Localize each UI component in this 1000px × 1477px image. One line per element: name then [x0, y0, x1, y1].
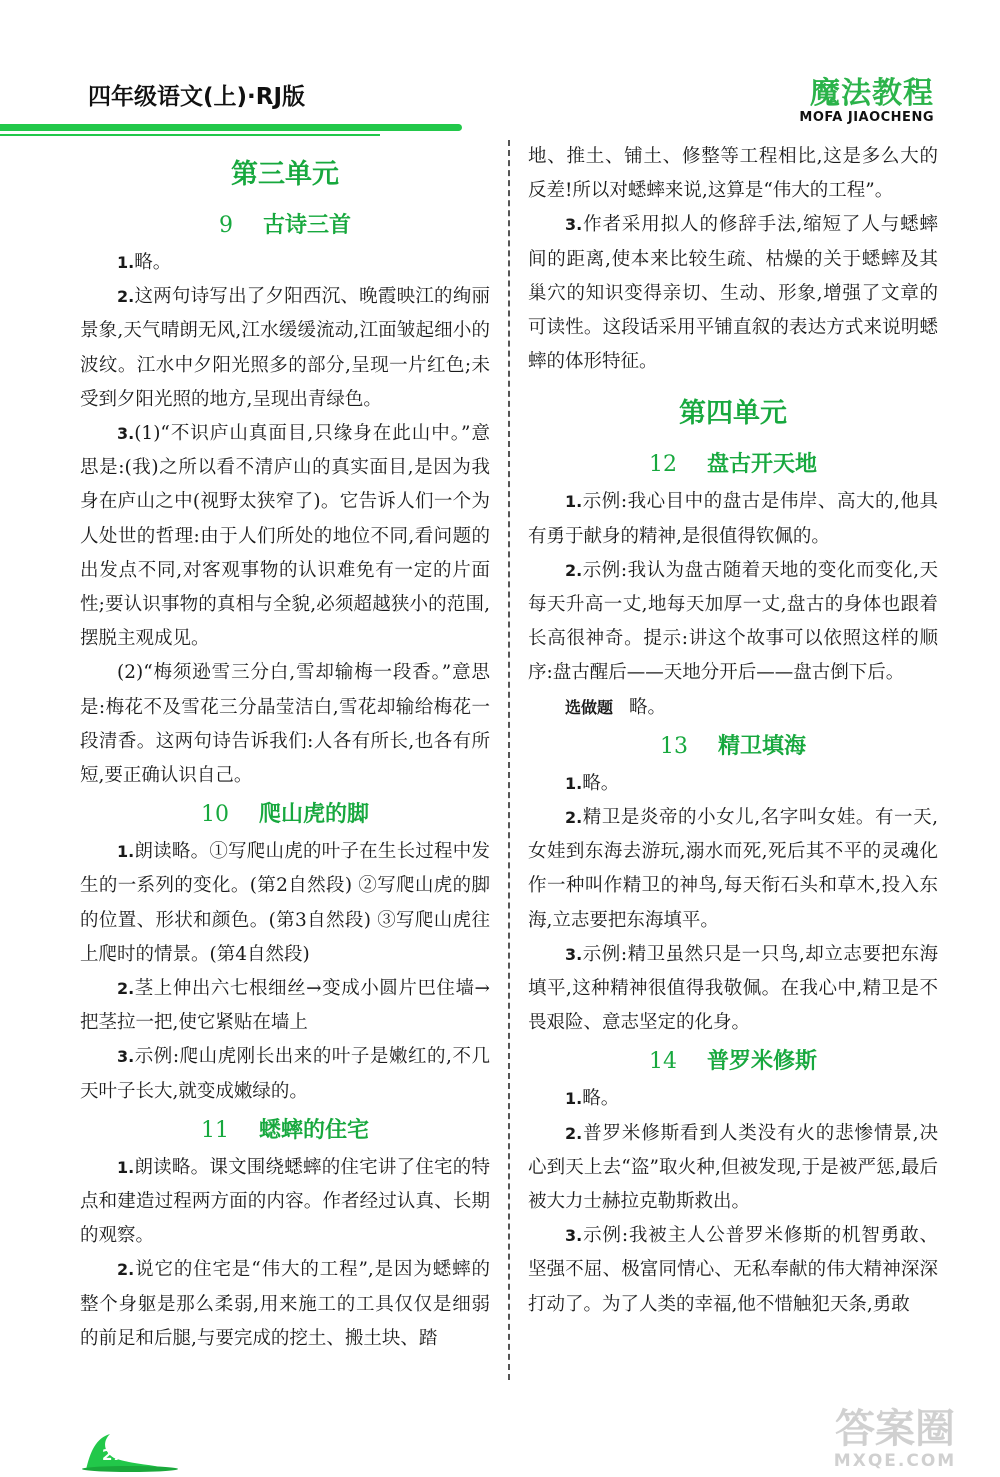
lesson-title: 蟋蟀的住宅 — [258, 1117, 369, 1143]
answer-item: 2.茎上伸出六七根细丝→变成小圆片巴住墙→把茎拉一把,使它紧贴在墙上 — [80, 978, 490, 1034]
column-divider — [508, 140, 510, 1380]
unit-heading: 第三单元 — [231, 159, 339, 190]
lesson-title: 普罗米修斯 — [706, 1049, 817, 1075]
lesson-heading — [80, 208, 490, 244]
answer-item: 2.这两句诗写出了夕阳西沉、晚霞映江的绚丽景象,天气晴朗无风,江水缓缓流动,江面皱起细小的波纹。江水中夕阳光照多的部分,呈现一片红色;未受到夕阳光照的地方,呈现出青绿色。 — [80, 286, 490, 410]
answer-item: 3.作者采用拟人的修辞手法,缩短了人与蟋蟀间的距离,使本来比较生疏、枯燥的关于蟋蟀及其巢穴的知识变得亲切、生动、形象,增强了文章的可读性。这段话采用平铺直叙的表达方式来说明蟋蟀的体形特征。 — [528, 214, 938, 373]
answer-item: 3.示例:精卫虽然只是一只鸟,却立志要把东海填平,这种精神很值得我敬佩。在我心中,精卫是不畏艰险、意志坚定的化身。 — [528, 943, 938, 1034]
page-number: 270 — [102, 1446, 134, 1464]
answer-item: 1.朗读略。课文围绕蟋蟀的住宅讲了住宅的特点和建造过程两方面的内容。作者经过认真、长期的观察。 — [80, 1156, 490, 1247]
answer-item: 1.略。 — [565, 772, 620, 794]
answer-item: 3.示例:爬山虎刚长出来的叶子是嫩红的,不几天叶子长大,就变成嫩绿的。 — [80, 1046, 490, 1102]
answer-item: 1.朗读略。①写爬山虎的叶子在生长过程中发生的一系列的变化。(第2自然段) ②写爬山虎的脚的位置、形状和颜色。(第3自然段) ③写爬山虎往上爬时的情景。(第4自然段) — [80, 841, 490, 965]
lesson-heading — [528, 447, 938, 483]
lesson-number: 12 — [648, 452, 677, 478]
book-title: 四年级语文(上)·RJ版 — [88, 84, 306, 110]
lesson-heading — [80, 1113, 490, 1149]
lesson-title: 精卫填海 — [717, 733, 806, 759]
lesson-heading — [528, 1044, 938, 1080]
answer-item: 3.示例:我被主人公普罗米修斯的机智勇敢、坚强不屈、极富同情心、无私奉献的伟大精神深深打动了。为了人类的幸福,他不惜触犯天条,勇敢 — [528, 1225, 938, 1315]
lesson-title: 爬山虎的脚 — [258, 802, 369, 828]
watermark — [810, 1407, 980, 1471]
answer-item: 1.略。 — [117, 252, 172, 273]
answer-continuation: 地、推土、铺土、修整等工程相比,这是多么大的反差!所以对蟋蟀来说,这算是“伟大的工程”。 — [528, 146, 938, 202]
lesson-number: 14 — [648, 1049, 677, 1075]
brand-logo — [799, 78, 934, 125]
header-rule-thin — [0, 134, 380, 136]
lesson-title: 古诗三首 — [262, 213, 351, 238]
answer-item: 3.(1)“不识庐山真面目,只缘身在此山中。”意思是:(我)之所以看不清庐山的真实面目,是因为我身在庐山之中(视野太狭窄了)。它告诉人们一个为人处世的哲理:由于人们所处的地位不同,看问题的出发点不同,对客观事物的认识难免有一定的片面性;要认识事物的真相与全貌,必须超越狭小的范围,摆脱主观成见。 — [80, 423, 490, 650]
answer-item: 2.示例:我认为盘古随着天地的变化而变化,天每天升高一丈,地每天加厚一丈,盘古的身体也跟着长高很神奇。提示:讲这个故事可以依照这样的顺序:盘古醒后——天地分开后——盘古倒下后。 — [528, 559, 938, 684]
brand-title: 魔法教程 — [810, 76, 934, 111]
optional-question: 选做题 略。 — [565, 696, 667, 718]
answer-item: 1.示例:我心目中的盘古是伟岸、高大的,他具有勇于献身的精神,是很值得钦佩的。 — [528, 491, 938, 547]
lesson-title: 盘古开天地 — [706, 452, 817, 478]
watermark-url: MXQE.COM — [833, 1451, 957, 1471]
lesson-number: 9 — [218, 213, 233, 238]
left-column — [80, 140, 490, 1356]
lesson-number: 10 — [200, 802, 229, 828]
lesson-number: 11 — [200, 1117, 229, 1143]
page-number-badge — [80, 1430, 180, 1472]
answer-item: 2.精卫是炎帝的小女儿,名字叫女娃。有一天,女娃到东海去游玩,溺水而死,死后其不平的灵魂化作一种叫作精卫的神鸟,每天衔石头和草木,投入东海,立志要把东海填平。 — [528, 807, 938, 931]
unit-heading: 第四单元 — [679, 398, 787, 430]
answer-item: (2)“梅须逊雪三分白,雪却输梅一段香。”意思是:梅花不及雪花三分晶莹洁白,雪花却输给梅花一段清香。这两句诗告诉我们:人各有所长,也各有所短,要正确认识自己。 — [80, 662, 490, 787]
lesson-heading — [528, 729, 938, 765]
watermark-text: 答案圈 — [835, 1406, 955, 1452]
right-column — [528, 140, 938, 1322]
lesson-heading — [80, 797, 490, 833]
answer-item: 2.说它的住宅是“伟大的工程”,是因为蟋蟀的整个身躯是那么柔弱,用来施工的工具仅仅是细弱的前足和后腿,与要完成的挖土、搬土块、踏 — [80, 1259, 490, 1349]
answer-item: 1.略。 — [565, 1088, 620, 1110]
lesson-number: 13 — [659, 733, 688, 759]
header-rule — [0, 124, 462, 131]
answer-item: 2.普罗米修斯看到人类没有火的悲惨情景,决心到天上去“盗”取火种,但被发现,于是被严惩,最后被大力士赫拉克勒斯救出。 — [528, 1122, 938, 1213]
brand-subtitle: MOFA JIAOCHENG — [799, 110, 934, 125]
